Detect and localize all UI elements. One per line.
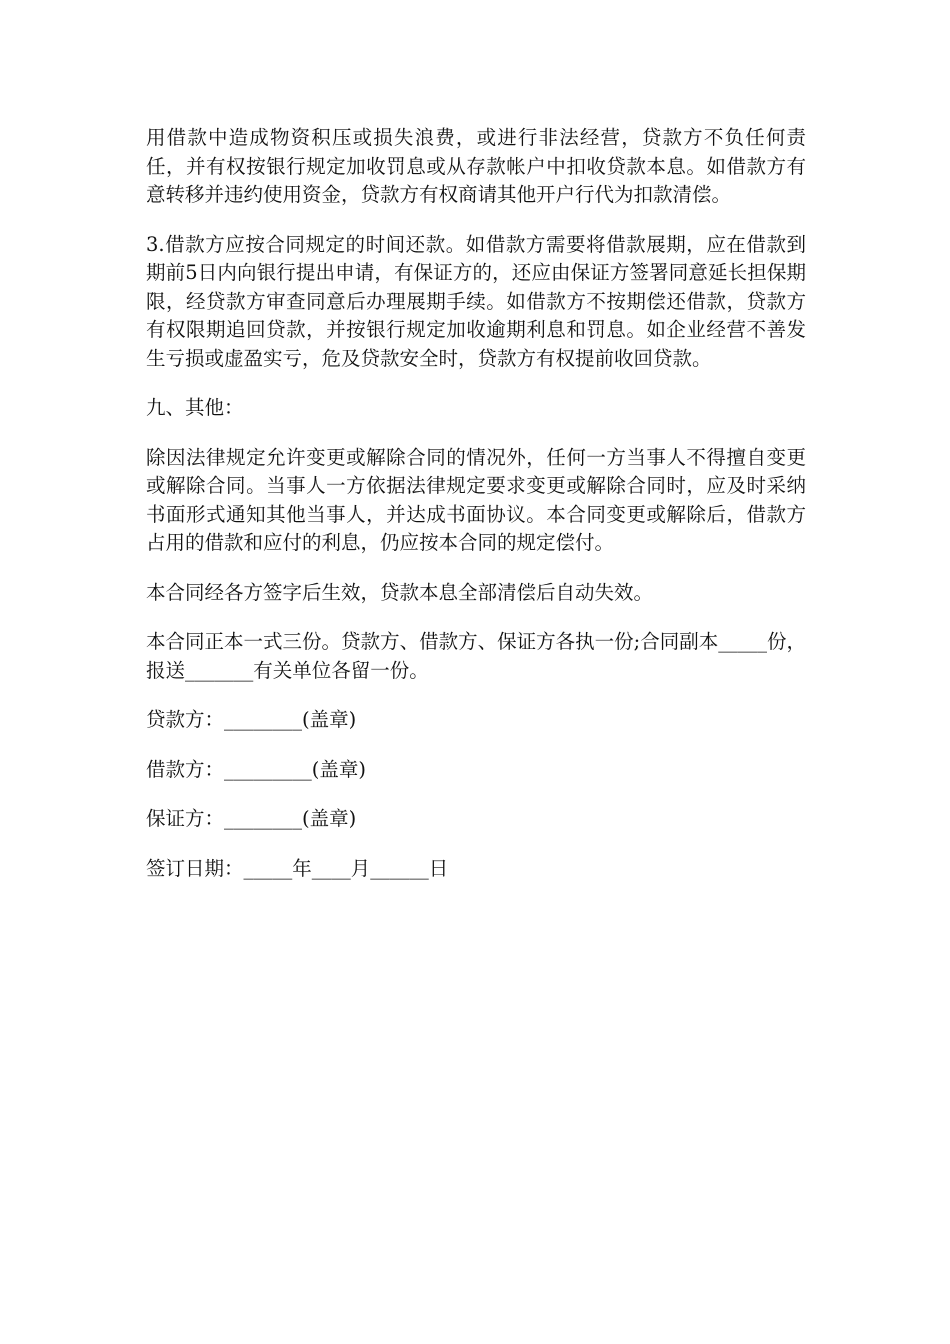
paragraph-repayment: 3.借款方应按合同规定的时间还款。如借款方需要将借款展期，应在借款到期前5日内向银行提出申请，有保证方的，还应由保证方签署同意延长担保期限，经贷款方审查同意后办理展期手续。如借款方不按期偿还借款，贷款方有权限期追回贷款，并按银行规定加收逾期利息和罚息。如企业经营不善发生亏损或虚盈实亏，危及贷款安全时，贷款方有权提前收回贷款。 (146, 232, 806, 370)
signature-guarantor: 保证方：________(盖章) (146, 807, 357, 830)
signature-borrower: 借款方：_________(盖章) (146, 757, 366, 781)
signature-lender: 贷款方：________(盖章) (146, 708, 357, 731)
section-heading-other: 九、其他： (146, 396, 244, 419)
paragraph-copies: 本合同正本一式三份。贷款方、借款方、保证方各执一份;合同副本_____份，报送_______有关单位各留一份。 (146, 630, 806, 682)
paragraph-modification: 除因法律规定允许变更或解除合同的情况外，任何一方当事人不得擅自变更或解除合同。当事人一方依据法律规定要求变更或解除合同时，应及时采纳书面形式通知其他当事人，并达成书面协议。本合同变更或解除后，借款方占用的借款和应付的利息，仍应按本合同的规定偿付。 (146, 445, 806, 554)
paragraph-liability: 用借款中造成物资积压或损失浪费，或进行非法经营，贷款方不负任何责任，并有权按银行规定加收罚息或从存款帐户中扣收贷款本息。如借款方有意转移并违约使用资金，贷款方有权商请其他开户行代为扣款清偿。 (146, 126, 806, 206)
paragraph-effective: 本合同经各方签字后生效，贷款本息全部清偿后自动失效。 (146, 580, 654, 604)
contract-page (146, 124, 806, 904)
signing-date: 签订日期：_____年____月______日 (146, 856, 449, 880)
